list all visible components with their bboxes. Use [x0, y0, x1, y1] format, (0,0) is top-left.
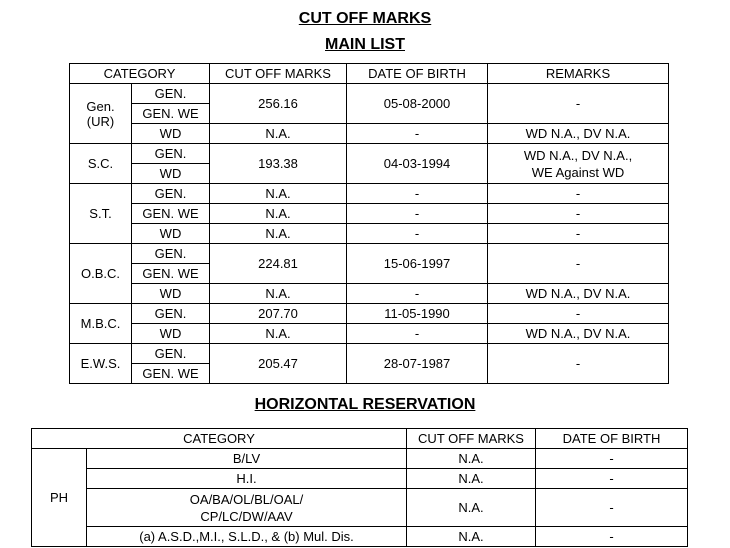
category-obc: O.B.C. [70, 244, 132, 304]
table-row [70, 244, 669, 264]
horizontal-reservation-table [31, 428, 688, 547]
category-sc: S.C. [70, 144, 132, 184]
cutoff-value: 207.70 [210, 304, 347, 324]
table-header-row [32, 429, 688, 449]
dob-value: 05-08-2000 [347, 84, 488, 124]
cutoff-value: N.A. [210, 284, 347, 304]
cutoff-value: N.A. [210, 124, 347, 144]
subcategory: WD [132, 224, 210, 244]
table-header-row [70, 64, 669, 84]
subcategory: GEN. WE [132, 204, 210, 224]
remarks-value: - [488, 84, 669, 124]
header-date-of-birth: DATE OF BIRTH [347, 64, 488, 84]
remarks-value: - [488, 184, 669, 204]
subcategory: GEN. [132, 244, 210, 264]
dob-value: 15-06-1997 [347, 244, 488, 284]
category-st: S.T. [70, 184, 132, 244]
remarks-line: WD N.A., DV N.A., [523, 147, 633, 163]
table-row [70, 204, 669, 224]
table-row [70, 84, 669, 104]
cutoff-value: 224.81 [210, 244, 347, 284]
dob-value: 11-05-1990 [347, 304, 488, 324]
dob-value: - [347, 124, 488, 144]
cutoff-value: N.A. [407, 449, 536, 469]
dob-value: - [536, 527, 688, 547]
dob-value: - [347, 284, 488, 304]
title-horizontal-reservation: HORIZONTAL RESERVATION [254, 396, 476, 413]
remarks-line: WE Against WD [531, 164, 625, 180]
subcategory: WD [132, 164, 210, 184]
subcategory: GEN. [132, 184, 210, 204]
subcategory-line: OA/BA/OL/BL/OAL/ [189, 491, 304, 507]
remarks-value: WD N.A., DV N.A. [488, 124, 669, 144]
table-row [70, 224, 669, 244]
header-date-of-birth: DATE OF BIRTH [536, 429, 688, 449]
subcategory [87, 489, 407, 527]
dob-value: - [347, 224, 488, 244]
dob-value: - [536, 489, 688, 527]
table-row [32, 527, 688, 547]
remarks-value: - [488, 304, 669, 324]
subcategory: GEN. [132, 144, 210, 164]
title-cut-off-marks: CUT OFF MARKS [298, 10, 432, 27]
cutoff-value: N.A. [210, 184, 347, 204]
remarks-value: - [488, 244, 669, 284]
subcategory: B/LV [87, 449, 407, 469]
subcategory: GEN. WE [132, 104, 210, 124]
cutoff-value: 205.47 [210, 344, 347, 384]
dob-value: 28-07-1987 [347, 344, 488, 384]
header-category: CATEGORY [70, 64, 210, 84]
title-main-list: MAIN LIST [325, 36, 405, 53]
remarks-value: - [488, 204, 669, 224]
table-row [70, 324, 669, 344]
cutoff-value: 256.16 [210, 84, 347, 124]
dob-value: 04-03-1994 [347, 144, 488, 184]
dob-value: - [347, 204, 488, 224]
remarks-value: WD N.A., DV N.A. [488, 324, 669, 344]
category-mbc: M.B.C. [70, 304, 132, 344]
table-row [32, 489, 688, 527]
dob-value: - [536, 469, 688, 489]
table-row [32, 449, 688, 469]
cutoff-value: N.A. [407, 489, 536, 527]
subcategory: WD [132, 324, 210, 344]
category-label: (UR) [86, 113, 115, 129]
dob-value: - [347, 184, 488, 204]
remarks-value: - [488, 224, 669, 244]
subcategory-line: CP/LC/DW/AAV [200, 508, 293, 524]
table-row [32, 469, 688, 489]
remarks-value: - [488, 344, 669, 384]
table-row [70, 284, 669, 304]
dob-value: - [536, 449, 688, 469]
header-cutoff-marks: CUT OFF MARKS [407, 429, 536, 449]
subcategory: GEN. [132, 304, 210, 324]
remarks-value [488, 144, 669, 184]
dob-value: - [347, 324, 488, 344]
cutoff-value: 193.38 [210, 144, 347, 184]
table-row [70, 144, 669, 164]
cutoff-value: N.A. [407, 527, 536, 547]
subcategory: H.I. [87, 469, 407, 489]
header-cutoff-marks: CUT OFF MARKS [210, 64, 347, 84]
subcategory: GEN. WE [132, 264, 210, 284]
subcategory: GEN. [132, 344, 210, 364]
subcategory: GEN. WE [132, 364, 210, 384]
cutoff-value: N.A. [407, 469, 536, 489]
header-category: CATEGORY [32, 429, 407, 449]
table-row [70, 344, 669, 364]
cutoff-value: N.A. [210, 324, 347, 344]
subcategory: WD [132, 284, 210, 304]
main-list-table [69, 63, 669, 384]
table-row [70, 304, 669, 324]
subcategory: WD [132, 124, 210, 144]
subcategory: GEN. [132, 84, 210, 104]
category-ph: PH [32, 449, 87, 547]
table-row [70, 124, 669, 144]
header-remarks: REMARKS [488, 64, 669, 84]
table-row [70, 184, 669, 204]
category-ews: E.W.S. [70, 344, 132, 384]
subcategory: (a) A.S.D.,M.I., S.L.D., & (b) Mul. Dis. [87, 527, 407, 547]
cutoff-value: N.A. [210, 224, 347, 244]
remarks-value: WD N.A., DV N.A. [488, 284, 669, 304]
category-label: Gen. [86, 98, 115, 114]
cutoff-value: N.A. [210, 204, 347, 224]
category-gen-ur [70, 84, 132, 144]
